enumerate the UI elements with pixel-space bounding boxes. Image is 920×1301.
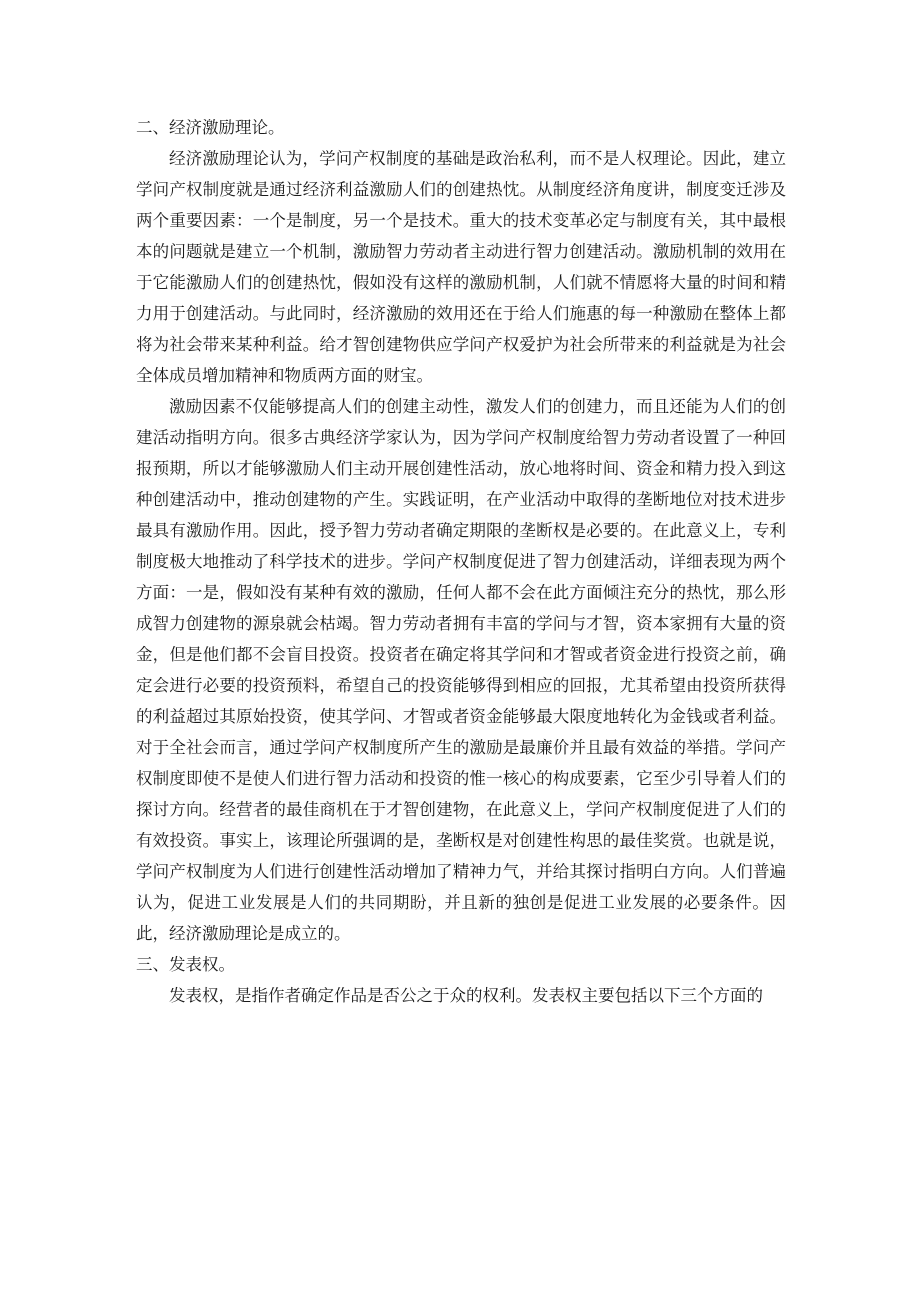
paragraph-economic-incentive-definition: 经济激励理论认为，学问产权制度的基础是政治私利，而不是人权理论。因此，建立学问产权制度就是通过经济利益激励人们的创建热忱。从制度经济角度讲，制度变迁涉及两个重要因素：一个是制度，另一个是技术。重大的技术变革必定与制度有关，其中最根本的问题就是建立一个机制，激励智力劳动者主动进行智力创建活动。激励机制的效用在于它能激励人们的创建热忱，假如没有这样的激励机制，人们就不情愿将大量的时间和精力用于创建活动。与此同时，经济激励的效用还在于给人们施惠的每一种激励在整体上都将为社会带来某种利益。给才智创建物供应学问产权爱护为社会所带来的利益就是为社会全体成员增加精神和物质两方面的财宝。 <box>136 149 786 385</box>
section-heading-economic-incentive: 二、经济激励理论。 <box>136 118 285 137</box>
paragraph-incentive-factors: 激励因素不仅能够提高人们的创建主动性，激发人们的创建力，而且还能为人们的创建活动指明方向。很多古典经济学家认为，因为学问产权制度给智力劳动者设置了一种回报预期，所以才能够激励人们主动开展创建性活动，放心地将时间、资金和精力投入到这种创建活动中，推动创建物的产生。实践证明，在产业活动中取得的垄断地位对技术进步最具有激励作用。因此，授予智力劳动者确定期限的垄断权是必要的。在此意义上，专利制度极大地推动了科学技术的进步。学问产权制度促进了智力创建活动，详细表现为两个方面：一是，假如没有某种有效的激励，任何人都不会在此方面倾注充分的热忱，那么形成智力创建物的源泉就会枯竭。智力劳动者拥有丰富的学问与才智，资本家拥有大量的资金，但是他们都不会盲目投资。投资者在确定将其学问和才智或者资金进行投资之前，确定会进行必要的投资预料，希望自己的投资能够得到相应的回报，尤其希望由投资所获得的利益超过其原始投资，使其学问、才智或者资金能够最大限度地转化为金钱或者利益。对于全社会而言，通过学问产权制度所产生的激励是最廉价并且最有效益的举措。学问产权制度即使不是使人们进行智力活动和投资的惟一核心的构成要素，它至少引导着人们的探讨方向。经营者的最佳商机在于才智创建物，在此意义上，学问产权制度促进了人们的有效投资。事实上，该理论所强调的是，垄断权是对创建性构思的最佳奖赏。也就是说，学问产权制度为人们进行创建性活动增加了精神力气，并给其探讨指明白方向。人们普遍认为，促进工业发展是人们的共同期盼，并且新的独创是促进工业发展的必要条件。因此，经济激励理论是成立的。 <box>136 397 786 943</box>
paragraph-publication-right: 发表权，是指作者确定作品是否公之于众的权利。发表权主要包括以下三个方面的 <box>169 986 763 1005</box>
document-page <box>136 112 786 1011</box>
section-heading-publication-right: 三、发表权。 <box>136 955 235 974</box>
